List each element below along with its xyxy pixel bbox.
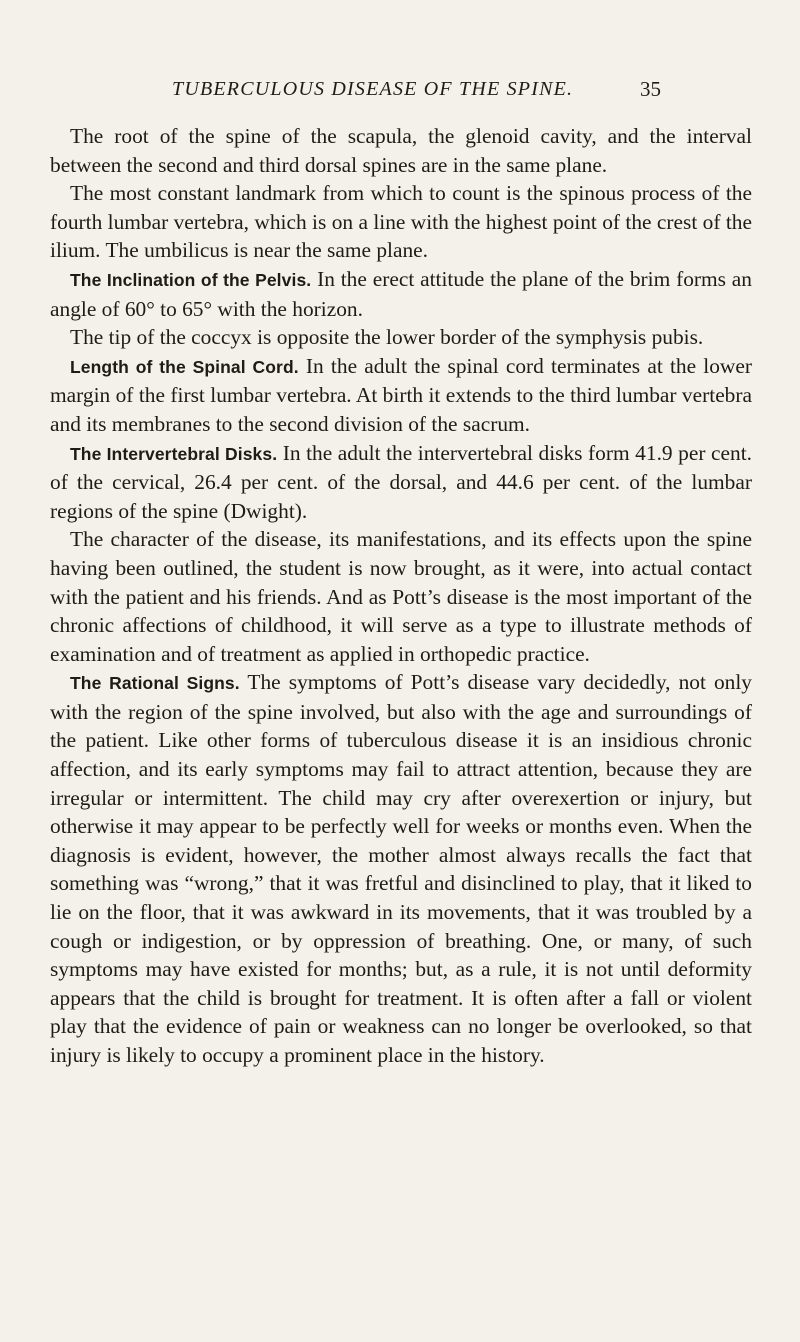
run-in-heading: Length of the Spinal Cord. <box>70 356 299 377</box>
paragraph-text: In the adult the intervertebral disks form 41.9 per cent. of the cervical, 26.4 per cent. of the dorsal, and 44.6 per cent. of the lumbar regions of the spine (Dwight). <box>50 440 752 523</box>
paragraph <box>50 179 752 265</box>
paragraph <box>50 525 752 668</box>
run-in-heading: The Intervertebral Disks. <box>70 443 278 464</box>
paragraph <box>50 668 752 1069</box>
paragraph-text: The tip of the coccyx is opposite the lower border of the symphysis pubis. <box>70 325 704 350</box>
paragraph <box>50 265 752 323</box>
paragraph-text: In the erect attitude the plane of the brim forms an angle of 60° to 65° with the horizon. <box>50 266 752 321</box>
paragraph <box>50 122 752 179</box>
paragraph <box>50 439 752 526</box>
paragraph-text: In the adult the spinal cord terminates at the lower margin of the first lumbar vertebra. At birth it extends to the third lumbar vertebra and its membranes to the second division of the sacrum. <box>50 353 752 436</box>
paragraph-text: The symptoms of Pott’s disease vary decidedly, not only with the region of the spine involved, but also with the age and surroundings of the patient. Like other forms of tuberculous disease it is an insidious chronic affection, and its early symptoms may fail to attract attention, because they are irregular or intermittent. The child may cry after overexertion or injury, but otherwise it may appear to be perfectly well for weeks or months even. When the diagnosis is evident, however, the mother almost always recalls the fact that something was “wrong,” that it was fretful and disinclined to play, that it liked to lie on the floor, that it was awkward in its movements, that it was troubled by a cough or indigestion, or by oppression of breathing. One, or many, of such symptoms may have existed for months; but, as a rule, it is not until deformity appears that the child is brought for treatment. It is often after a fall or violent play that the evidence of pain or weakness can no longer be overlooked, so that injury is likely to occupy a prominent place in the history. <box>50 670 753 1067</box>
running-title: TUBERCULOUS DISEASE OF THE SPINE. <box>172 78 574 100</box>
body-text <box>50 122 752 1070</box>
paragraph-text: The most constant landmark from which to count is the spinous process of the fourth lumbar vertebra, which is on a line with the highest point of the crest of the ilium. The umbilicus is near the same plane. <box>50 181 752 263</box>
paragraph-text: The character of the disease, its manifestations, and its effects upon the spine having been outlined, the student is now brought, as it were, into actual contact with the patient and his friends. And as Pott’s disease is the most important of the chronic affections of childhood, it will serve as a type to illustrate methods of examination and of treatment as applied in orthopedic practice. <box>50 527 752 666</box>
paragraph <box>50 323 752 352</box>
paragraph <box>50 352 752 439</box>
page-number: 35 <box>640 77 661 101</box>
paragraph-text: The root of the spine of the scapula, the glenoid cavity, and the interval between the second and third dorsal spines are in the same plane. <box>50 124 752 177</box>
run-in-heading: The Inclination of the Pelvis. <box>70 269 312 290</box>
run-in-heading: The Rational Signs. <box>70 673 240 694</box>
running-head <box>0 72 800 106</box>
